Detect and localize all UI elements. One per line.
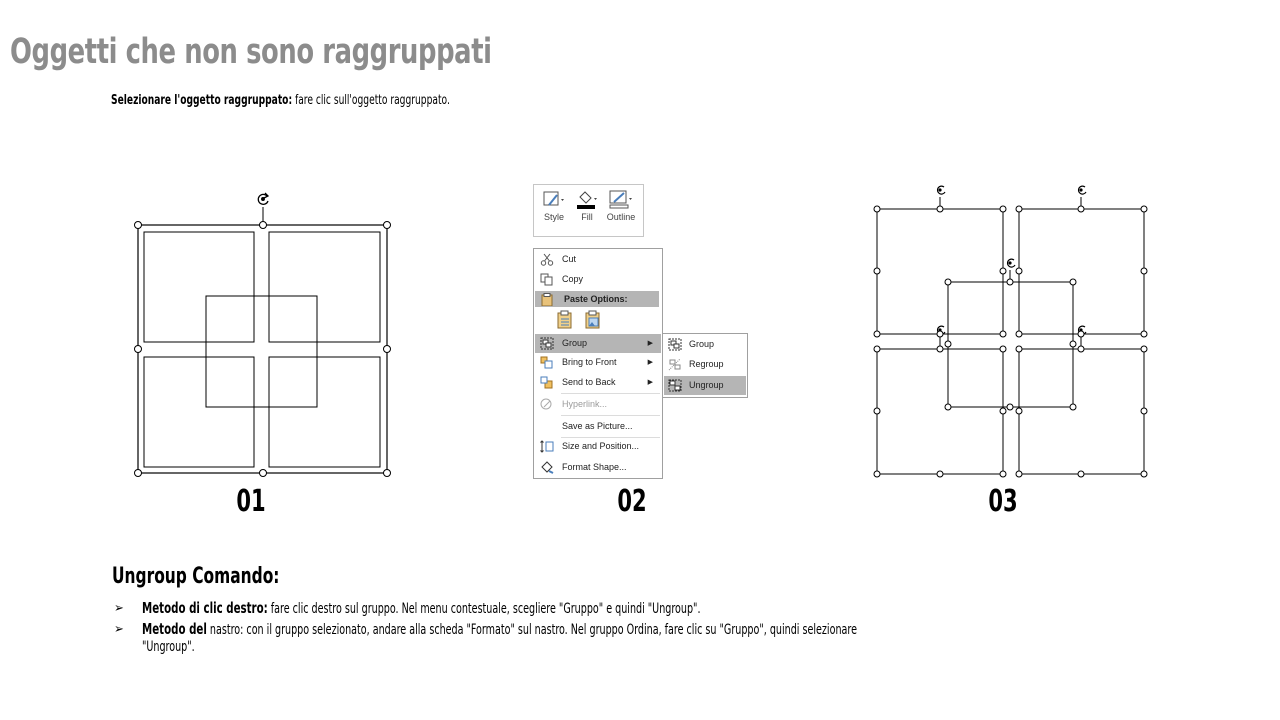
list-item: ➢ Metodo di clic destro: fare clic destro sul gruppo. Nel menu contestuale, scegliere "Gruppo" e quindi "Ungroup".	[114, 599, 701, 617]
list-item-continuation: "Ungroup".	[142, 639, 195, 655]
fill-button[interactable]: Fill	[570, 185, 604, 236]
subtitle-bold: Selezionare l'oggetto raggruppato:	[111, 93, 293, 108]
outline-pen-icon	[606, 189, 636, 209]
menu-item-send-to-back[interactable]: Send to Back ▶	[535, 373, 661, 392]
style-button[interactable]: Style	[537, 185, 571, 236]
menu-item-size-and-position[interactable]: Size and Position...	[535, 437, 661, 456]
ungrouped-square-bottom-right	[1019, 349, 1144, 474]
send-to-back-icon	[540, 376, 554, 389]
menu-item-save-as-picture[interactable]: Save as Picture...	[562, 421, 633, 431]
ungroup-icon	[668, 379, 682, 392]
page-title: Oggetti che non sono raggruppati	[10, 32, 492, 72]
square-top-right	[269, 232, 380, 342]
clipboard-icon	[540, 293, 554, 306]
group-icon	[540, 337, 554, 350]
ungroup-section-title: Ungroup Comando:	[112, 564, 280, 589]
square-top-left	[144, 232, 254, 342]
group-icon	[668, 338, 682, 351]
paste-option-picture[interactable]	[584, 310, 602, 330]
style-icon	[541, 189, 567, 209]
page-subtitle	[111, 93, 450, 108]
format-mini-toolbar	[533, 184, 644, 237]
outline-button[interactable]: Outline	[604, 185, 638, 236]
subtitle-text: fare clic sull'oggetto raggruppato.	[292, 93, 450, 108]
arrow-bullet-icon: ➢	[114, 622, 124, 637]
ungroup-methods-list	[112, 600, 1212, 656]
menu-item-hyperlink[interactable]: Hyperlink...	[535, 395, 661, 414]
square-center	[206, 296, 317, 407]
figure-label-01: 01	[236, 484, 266, 519]
scissors-icon	[540, 253, 554, 266]
arrow-bullet-icon: ➢	[114, 601, 124, 616]
ungrouped-objects-figure[interactable]	[866, 180, 1156, 485]
figure-label-03: 03	[988, 484, 1018, 519]
submenu-item-ungroup[interactable]: Ungroup	[664, 376, 746, 395]
format-shape-icon	[540, 461, 554, 474]
bring-to-front-icon	[540, 356, 554, 369]
menu-item-cut[interactable]: Cut	[535, 250, 661, 269]
ungrouped-square-bottom-left	[877, 349, 1003, 474]
menu-item-format-shape[interactable]: Format Shape...	[535, 458, 661, 477]
hyperlink-icon	[540, 398, 554, 411]
rotate-handle-icons	[937, 186, 1086, 334]
paste-keep-formatting-icon	[556, 310, 574, 330]
rotate-handle-icon	[258, 193, 268, 204]
context-menu	[533, 248, 663, 479]
square-bottom-left	[144, 357, 254, 467]
submenu-arrow-icon: ▶	[647, 340, 653, 347]
figure-label-02: 02	[617, 484, 647, 519]
regroup-icon	[668, 358, 682, 371]
submenu-arrow-icon: ▶	[647, 359, 653, 366]
submenu-item-regroup[interactable]: Regroup	[664, 355, 746, 374]
fill-bucket-icon	[574, 189, 600, 209]
submenu-item-group[interactable]: Group	[664, 335, 746, 354]
paste-options-header: Paste Options:	[535, 291, 659, 307]
ungrouped-selection-handles	[874, 206, 1147, 477]
size-position-icon	[540, 440, 554, 453]
list-item: ➢ Metodo del nastro: con il gruppo selezionato, andare alla scheda "Formato" sul nastro. Nel gruppo Ordina, fare clic su "Gruppo", quindi selezionare	[114, 620, 857, 638]
grouped-object-figure[interactable]	[128, 185, 398, 485]
paste-option-keep-formatting[interactable]	[556, 310, 574, 330]
menu-item-copy[interactable]: Copy	[535, 270, 661, 289]
group-bounding-box	[138, 225, 387, 473]
paste-picture-icon	[584, 310, 602, 330]
ungrouped-square-top-left	[877, 209, 1003, 334]
square-bottom-right	[269, 357, 380, 467]
menu-item-bring-to-front[interactable]: Bring to Front ▶	[535, 353, 661, 372]
ungrouped-square-top-right	[1019, 209, 1144, 334]
copy-icon	[540, 273, 554, 286]
submenu-arrow-icon: ▶	[647, 379, 653, 386]
menu-item-group[interactable]: Group ▶	[535, 334, 661, 353]
selection-handles	[135, 222, 391, 477]
group-submenu	[662, 333, 748, 398]
ungrouped-square-center	[948, 282, 1073, 407]
